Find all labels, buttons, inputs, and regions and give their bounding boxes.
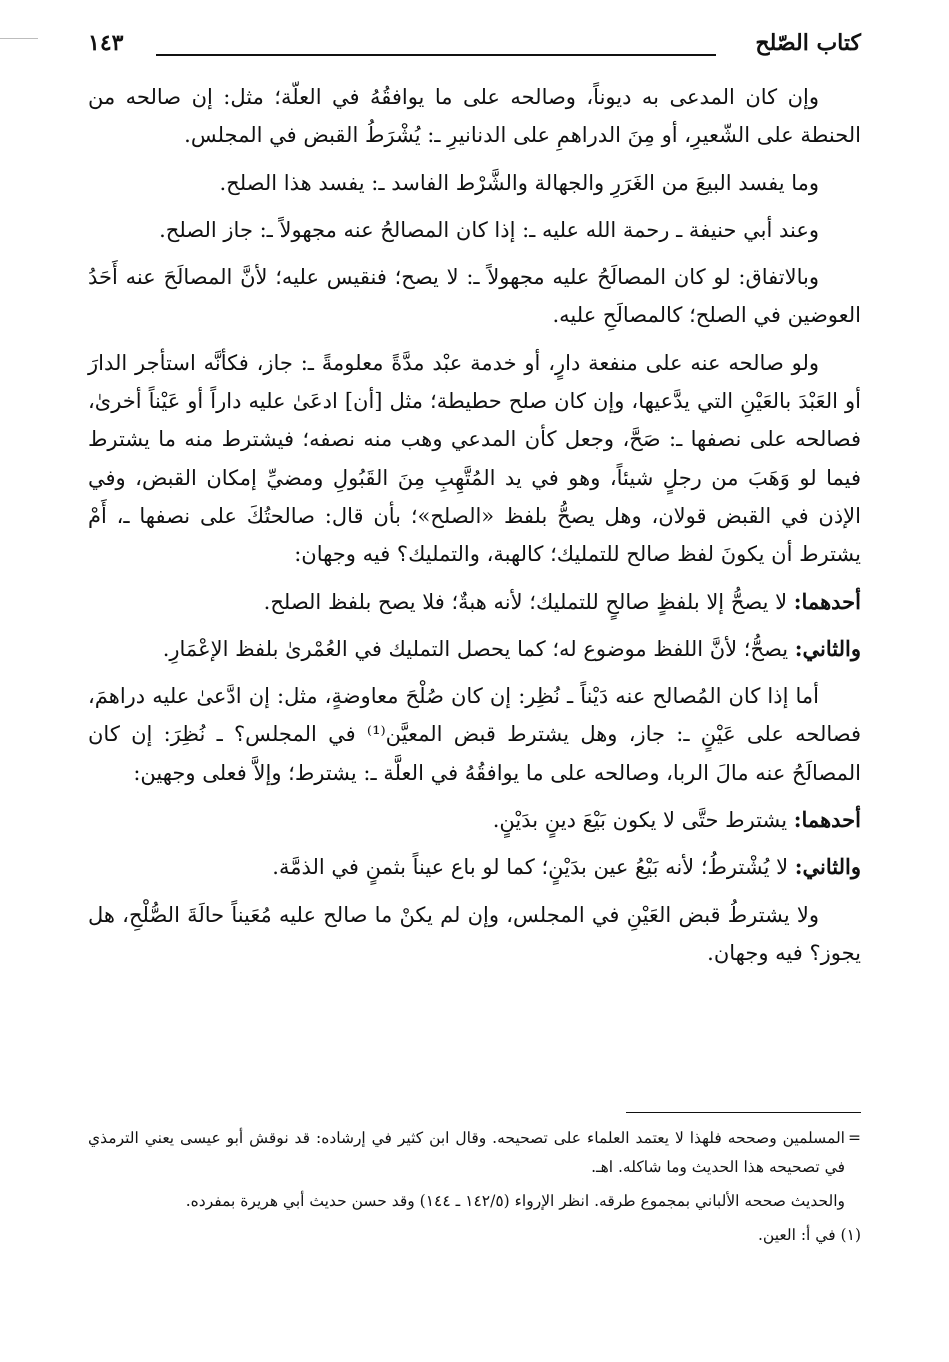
paragraph-lead: أحدهما: (793, 588, 861, 614)
paragraph (88, 630, 861, 668)
paragraph-text: وإن كان المدعى به ديوناً، وصالحه على ما يوافقُهُ في العلّة؛ مثل: إن صالحه من الحنطة على الشّعيرِ، أو مِنَ الدراهمِ على الدنانيرِ ـ: يُشْرَطُ القبض في المجلس. (88, 85, 861, 148)
running-header (88, 28, 861, 68)
paragraph-text: لا يصحُّ إلا بلفظٍ صالحٍ للتمليك؛ لأنه هبةٌ؛ فلا يصح بلفظ الصلح. (263, 589, 788, 614)
paragraph (88, 848, 861, 886)
paragraph (88, 211, 861, 249)
page-number: ١٤٣ (88, 30, 124, 56)
footnote-continuation (88, 1187, 861, 1216)
paragraph (88, 896, 861, 973)
footnote-text: والحديث صححه الألباني بمجموع طرقه. انظر الإرواء (١٤٢/٥ ـ ١٤٤) وقد حسن حديث أبي هريرة بمفرده. (185, 1192, 845, 1210)
footnotes (88, 1124, 861, 1255)
paragraph (88, 677, 861, 792)
paragraph-text: وبالاتفاق: لو كان المصالَحُ عليه مجهولاً ـ: لا يصح؛ فنقيس عليه؛ لأنَّ المصالَحَ عنه أَحَدُ العوضين في الصلح؛ كالمصالَحِ عليه. (88, 265, 861, 328)
paragraph (88, 164, 861, 202)
continuation-marker: = (848, 1129, 861, 1147)
paragraph-text: يصحُّ؛ لأنَّ اللفظ موضوع له؛ كما يحصل التمليك في العُمْرىٰ بلفظ الإعْمَارِ. (162, 636, 789, 661)
chapter-title: كتاب الصّلح (755, 30, 861, 56)
paragraph-lead: والثاني: (794, 854, 861, 880)
paragraph-text: ولا يشترطُ قبض العَيْنِ في المجلس، وإن لم يكنْ ما صالح عليه مُعَيناً حالَةَ الصُّلْحِ، هل يجوز؟ فيه وجهان. (88, 902, 861, 965)
scan-edge-mark (0, 38, 38, 39)
paragraph (88, 801, 861, 839)
paragraph (88, 258, 861, 335)
paragraph-text: لا يُشْترطُ؛ لأنه بَيْعُ عين بدَيْنٍ؛ كما لو باع عيناً بثمنٍ في الذمَّة. (272, 855, 789, 880)
paragraph (88, 344, 861, 574)
paragraph-text: وعند أبي حنيفة ـ رحمة الله عليه ـ: إذا كان المصالحُ عنه مجهولاً ـ: جاز الصلح. (159, 217, 819, 242)
footnote (88, 1221, 861, 1250)
paragraph-text: ولو صالحه عنه على منفعة دارٍ، أو خدمة عبْد مدَّةً معلومةً ـ: جاز، فكأنَّه استأجر الدارَ أو العَبْدَ بالعَيْنِ التي يدَّعيها، وإن كان صلح حطيطة؛ مثل [أن] ادعَىٰ عليه داراً أو عَيْناً أخرىٰ، فصالحه على نصفها ـ: صَحَّ، وجعل كأن المدعي وهب منه نصفه؛ فيشترط منه ما يشترط فيما لو وَهَبَ من رجلٍ شيئاً، وهو في يد المُتَّهِبِ مِنَ القَبُولِ ومضيِّ إمكان القبض، وفي الإذن في القبض قولان، وهل يصحُّ بلفظ «الصلح»؛ بأن قال: صالحتُكَ على نصفها ـ، أَمْ يشترط أن يكونَ لفظ صالح للتمليك؛ كالهبة، والتمليك؟ فيه وجهان: (88, 350, 861, 567)
main-text (88, 78, 861, 981)
paragraph-text: وما يفسد البيعَ من الغَرَرِ والجهالة والشَّرْط الفاسد ـ: يفسد هذا الصلح. (219, 170, 819, 195)
footnote-rule (626, 1112, 861, 1113)
paragraph-lead: والثاني: (794, 635, 861, 661)
paragraph-text: يشترط حتَّى لا يكون بَيْعَ دينٍ بدَيْنٍ. (492, 808, 788, 833)
footnote-continuation (88, 1124, 861, 1182)
paragraph (88, 583, 861, 621)
paragraph (88, 78, 861, 155)
paragraph-lead: أحدهما: (793, 807, 861, 833)
header-rule (156, 54, 716, 56)
footnote-text: (١) في أ: العين. (758, 1226, 861, 1244)
footnote-text: المسلمين وصححه فلهذا لا يعتمد العلماء على تصحيحه. وقال ابن كثير في إرشاده: قد نوقش أبو عيسى يعني الترمذي في تصحيحه هذا الحديث وما شاكله. اهـ. (88, 1129, 845, 1176)
paragraph-text: أما إذا كان المُصالح عنه دَيْناً ـ نُظِر: إن كان صُلْحَ معاوضةٍ، مثل: إن ادَّعىٰ عليه دراهمَ، فصالحه على عَيْنٍ ـ: جاز، وهل يشترط قبض المعيَّن⁽¹⁾ في المجلس؟ ـ نُظِرَ: إن كان المصالَحُ عنه مالَ الربا، وصالحه على ما يوافقُهُ في العلَّة ـ: يشترط؛ وإلاَّ فعلى وجهين: (88, 684, 861, 785)
